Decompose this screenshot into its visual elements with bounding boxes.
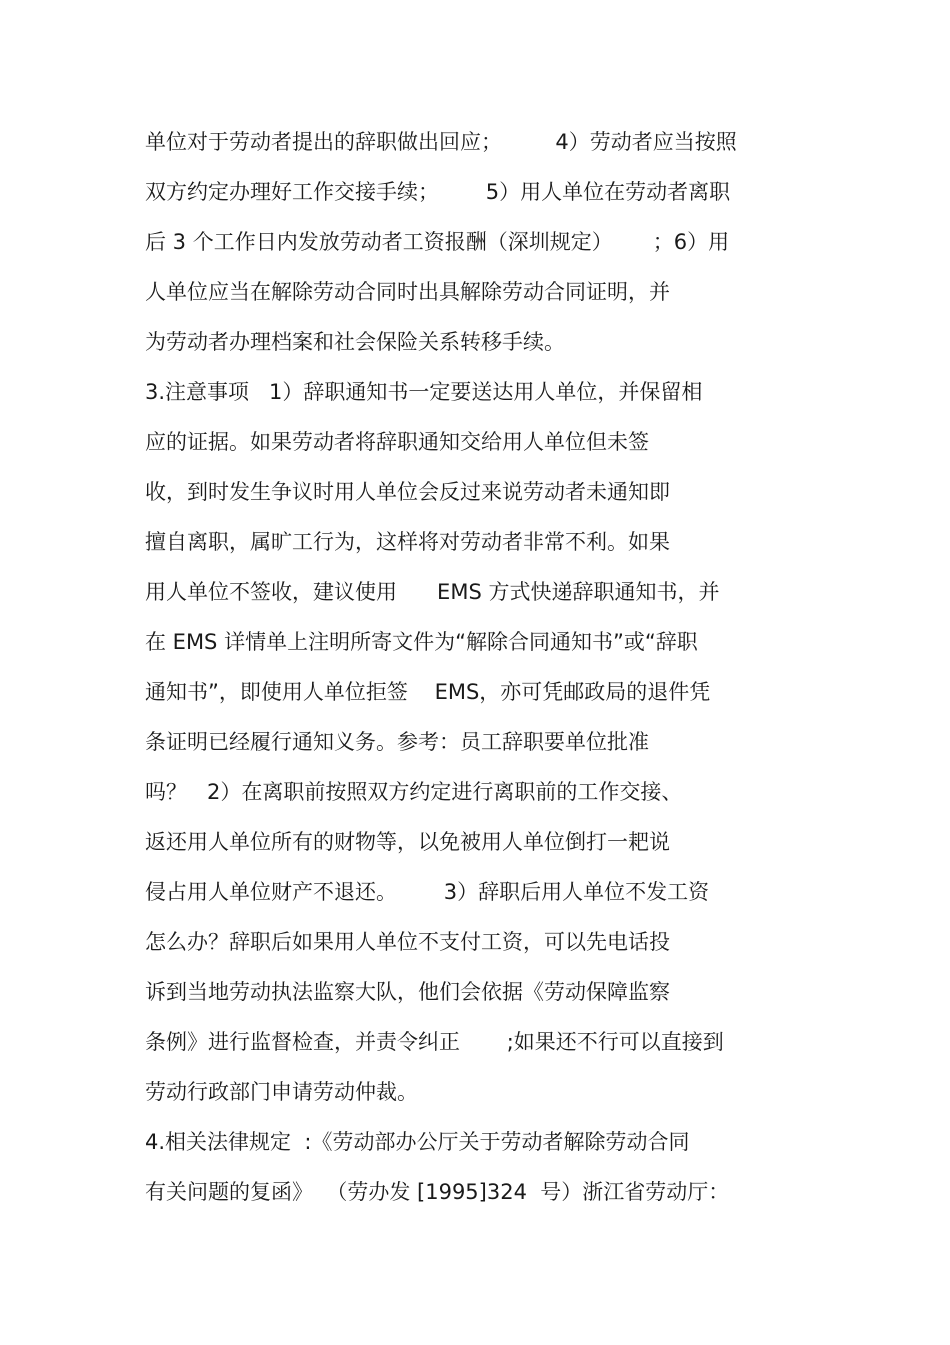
text-line: 人单位应当在解除劳动合同时出具解除劳动合同证明，并 — [145, 280, 670, 304]
text-line: 双方约定办理好工作交接手续； 5）用人单位在劳动者离职 — [145, 180, 731, 204]
text-line: 后 3 个工作日内发放劳动者工资报酬（深圳规定） ；6）用 — [145, 230, 730, 254]
text-line: 怎么办？辞职后如果用人单位不支付工资，可以先电话投 — [145, 930, 670, 954]
section-heading-legal-provisions: 4.相关法律规定 :《劳动部办公厅关于劳动者解除劳动合同 — [145, 1130, 690, 1154]
text-line: 擅自离职，属旷工行为，这样将对劳动者非常不利。如果 — [145, 530, 670, 554]
text-line: 返还用人单位所有的财物等，以免被用人单位倒打一耙说 — [145, 830, 670, 854]
text-line: 有关问题的复函》 （劳办发 [1995]324 号）浙江省劳动厅： — [145, 1180, 730, 1204]
text-line: 侵占用人单位财产不退还。 3）辞职后用人单位不发工资 — [145, 880, 710, 904]
text-line: 应的证据。如果劳动者将辞职通知交给用人单位但未签 — [145, 430, 649, 454]
section-heading-precautions: 3.注意事项 1）辞职通知书一定要送达用人单位，并保留相 — [145, 380, 703, 404]
text-line: 劳动行政部门申请劳动仲裁。 — [145, 1080, 418, 1104]
text-line: 收，到时发生争议时用人单位会反过来说劳动者未通知即 — [145, 480, 670, 504]
text-line: 条证明已经履行通知义务。参考：员工辞职要单位批准 — [145, 730, 649, 754]
text-line: 条例》进行监督检查，并责令纠正 ;如果还不行可以直接到 — [145, 1030, 724, 1054]
document-body — [145, 122, 825, 1222]
text-line: 为劳动者办理档案和社会保险关系转移手续。 — [145, 330, 565, 354]
text-line: 通知书”，即使用人单位拒签 EMS，亦可凭邮政局的退件凭 — [145, 680, 711, 704]
text-line: 吗？ 2）在离职前按照双方约定进行离职前的工作交接、 — [145, 780, 683, 804]
text-line: 诉到当地劳动执法监察大队，他们会依据《劳动保障监察 — [145, 980, 670, 1004]
text-line: 用人单位不签收，建议使用 EMS 方式快递辞职通知书，并 — [145, 580, 720, 604]
text-line: 在 EMS 详情单上注明所寄文件为“解除合同通知书”或“辞职 — [145, 630, 698, 654]
text-line: 单位对于劳动者提出的辞职做出回应； 4）劳动者应当按照 — [145, 130, 737, 154]
